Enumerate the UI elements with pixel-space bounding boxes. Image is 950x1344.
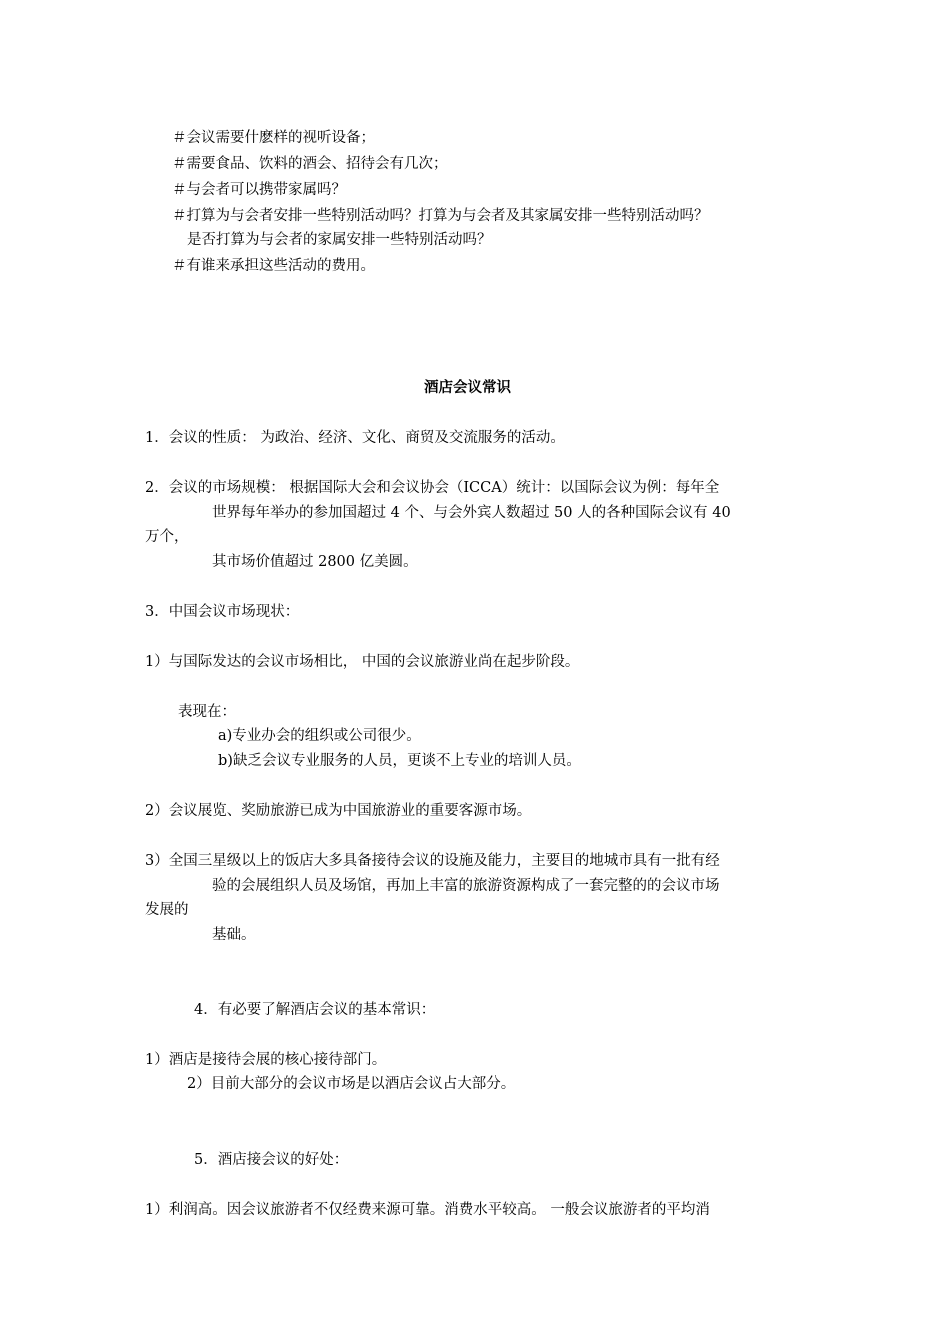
section-2-line-2: 世界每年举办的参加国超过 4 个、与会外宾人数超过 50 人的各种国际会议有 40 bbox=[212, 505, 731, 521]
section-1-nature: 1．会议的性质： 为政治、经济、文化、商贸及交流服务的活动。 bbox=[145, 430, 565, 446]
section-4-heading: 4．有必要了解酒店会议的基本常识： bbox=[194, 1002, 436, 1018]
section-5-heading: 5．酒店接会议的好处： bbox=[194, 1152, 349, 1168]
section-3-item-3-line-3: 发展的 bbox=[145, 902, 189, 918]
bullet-line-2: ＃需要食品、饮料的酒会、招待会有几次； bbox=[172, 156, 448, 172]
section-3-item-b: b)缺乏会议专业服务的人员，更谈不上专业的培训人员。 bbox=[218, 753, 581, 769]
section-3-item-2: 2）会议展览、奖励旅游已成为中国旅游业的重要客源市场。 bbox=[145, 803, 532, 819]
section-3-item-a: a)专业办会的组织或公司很少。 bbox=[218, 728, 421, 744]
section-3-manifest-label: 表现在： bbox=[178, 704, 236, 720]
section-3-item-3-line-4: 基础。 bbox=[212, 927, 256, 943]
bullet-line-1: ＃会议需要什麽样的视听设备； bbox=[172, 130, 375, 146]
section-2-line-1: 2．会议的市场规模： 根据国际大会和会议协会（ICCA）统计：以国际会议为例：每年全 bbox=[145, 480, 720, 496]
section-2-line-3: 万个， bbox=[145, 529, 189, 545]
section-3-item-3-line-2: 验的会展组织人员及场馆，再加上丰富的旅游资源构成了一套完整的的会议市场 bbox=[212, 878, 720, 894]
section-3-heading: 3．中国会议市场现状： bbox=[145, 604, 300, 620]
bullet-line-4: ＃打算为与会者安排一些特别活动吗？打算为与会者及其家属安排一些特别活动吗？ bbox=[172, 208, 709, 224]
bullet-line-4-continuation: 是否打算为与会者的家属安排一些特别活动吗？ bbox=[187, 232, 492, 248]
section-3-item-3-line-1: 3）全国三星级以上的饭店大多具备接待会议的设施及能力，主要目的地城市具有一批有经 bbox=[145, 853, 720, 869]
section-4-item-1: 1）酒店是接待会展的核心接待部门。 bbox=[145, 1052, 387, 1068]
section-4-item-2: 2）目前大部分的会议市场是以酒店会议占大部分。 bbox=[187, 1076, 516, 1092]
page-title: 酒店会议常识 bbox=[424, 379, 511, 396]
section-2-line-4: 其市场价值超过 2800 亿美圆。 bbox=[212, 554, 418, 570]
section-5-item-1: 1）利润高。因会议旅游者不仅经费来源可靠。消费水平较高。 一般会议旅游者的平均消 bbox=[145, 1202, 710, 1218]
bullet-line-3: ＃与会者可以携带家属吗？ bbox=[172, 182, 346, 198]
bullet-line-5: ＃有谁来承担这些活动的费用。 bbox=[172, 258, 375, 274]
section-3-item-1: 1）与国际发达的会议市场相比， 中国的会议旅游业尚在起步阶段。 bbox=[145, 654, 580, 670]
